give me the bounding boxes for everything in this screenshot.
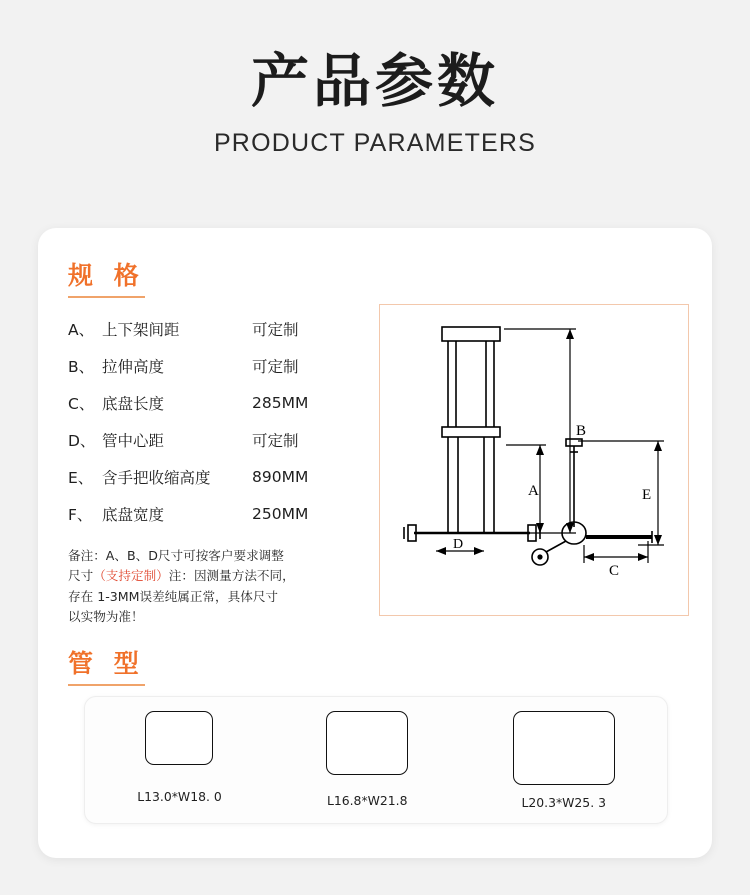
dimension-label-d: D bbox=[453, 537, 464, 552]
tube-type-item bbox=[513, 711, 615, 810]
tube-profile-shape-small bbox=[145, 711, 213, 765]
product-dimension-diagram bbox=[379, 304, 689, 616]
page-header bbox=[0, 0, 750, 158]
spec-row bbox=[68, 384, 378, 421]
spec-label: 含手把收缩高度 bbox=[102, 468, 211, 487]
note-line-2 bbox=[68, 566, 388, 586]
spec-label: 管中心距 bbox=[102, 431, 165, 450]
spec-row bbox=[68, 458, 378, 495]
note-line-3: 存在 1-3MM误差纯属正常，具体尺寸 bbox=[68, 588, 279, 604]
spec-value: 可定制 bbox=[252, 320, 299, 339]
tube-type-list bbox=[85, 697, 667, 823]
spec-note bbox=[68, 546, 388, 628]
spec-key: C、 bbox=[68, 394, 95, 413]
spec-section-title-wrap bbox=[68, 256, 145, 298]
spec-key: D、 bbox=[68, 431, 96, 450]
note-line-2-pre: 尺寸 bbox=[68, 568, 94, 584]
tube-caption: L20.3*W25. 3 bbox=[521, 795, 606, 810]
dimension-label-b: B bbox=[576, 423, 587, 439]
note-line-1: 备注：A、B、D尺寸可按客户要求调整 bbox=[68, 548, 284, 563]
spec-label: 底盘长度 bbox=[102, 394, 165, 413]
note-line-4: 以实物为准！ bbox=[68, 609, 144, 625]
spec-key: E、 bbox=[68, 468, 94, 487]
tube-type-item bbox=[137, 711, 221, 804]
spec-label: 拉伸高度 bbox=[102, 357, 165, 376]
spec-list bbox=[68, 310, 378, 532]
tube-profile-shape-large bbox=[513, 711, 615, 785]
tube-type-item bbox=[326, 711, 408, 808]
tube-caption: L16.8*W21.8 bbox=[326, 793, 408, 808]
parameters-card bbox=[38, 228, 712, 858]
spec-label: 上下架间距 bbox=[102, 320, 180, 339]
dimension-label-e: E bbox=[642, 487, 652, 503]
dimension-label-c: C bbox=[609, 563, 620, 579]
spec-section-title: 规 格 bbox=[68, 256, 145, 298]
tube-type-panel bbox=[84, 696, 668, 824]
spec-row bbox=[68, 421, 378, 458]
spec-key: B、 bbox=[68, 357, 95, 376]
spec-label: 底盘宽度 bbox=[102, 505, 165, 524]
spec-value: 890MM bbox=[252, 467, 309, 486]
spec-key: F、 bbox=[68, 505, 93, 524]
tube-section-title-wrap bbox=[68, 644, 145, 686]
spec-key: A、 bbox=[68, 320, 95, 339]
spec-row bbox=[68, 495, 378, 532]
spec-value: 285MM bbox=[252, 393, 309, 412]
tube-profile-shape-medium bbox=[326, 711, 408, 775]
note-customizable-highlight: （支持定制） bbox=[93, 568, 169, 584]
dimension-drawing-svg bbox=[380, 305, 688, 615]
spec-row bbox=[68, 347, 378, 384]
spec-row bbox=[68, 310, 378, 347]
note-line-2-post: 注：因测量方法不同， bbox=[168, 568, 295, 584]
tube-caption: L13.0*W18. 0 bbox=[137, 789, 222, 804]
tube-section-title: 管 型 bbox=[68, 644, 145, 686]
page-title-en: PRODUCT PARAMETERS bbox=[213, 128, 537, 157]
spec-value: 250MM bbox=[252, 504, 309, 523]
spec-value: 可定制 bbox=[252, 357, 299, 376]
spec-value: 可定制 bbox=[252, 431, 299, 450]
page-title-cn: 产品参数 bbox=[250, 47, 499, 115]
dimension-label-a: A bbox=[528, 483, 539, 499]
